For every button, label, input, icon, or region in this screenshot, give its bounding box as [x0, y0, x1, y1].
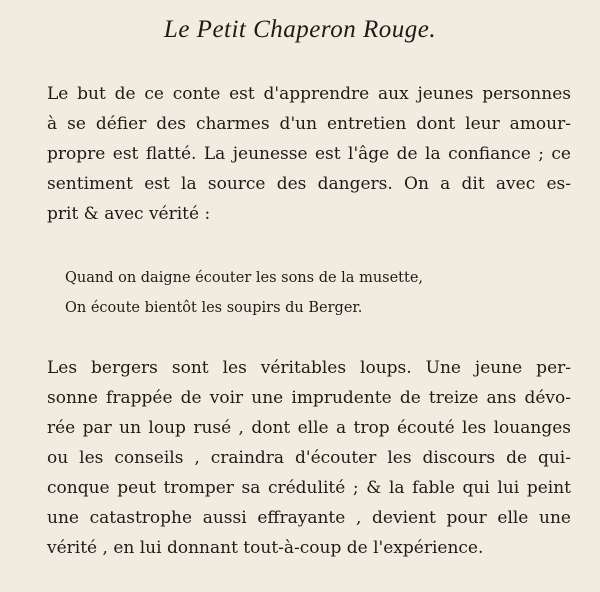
page-title: Le Petit Chaperon Rouge. [163, 16, 437, 43]
paragraph-line: sentiment est la source des dangers. On a dit avec es- [47, 174, 571, 194]
verse-line: On écoute bientôt les soupirs du Berger. [65, 300, 363, 316]
verse-line: Quand on daigne écouter les sons de la musette, [65, 270, 424, 286]
paragraph-line: une catastrophe aussi effrayante , devient pour elle une [47, 508, 571, 528]
paragraph-line: rée par un loup rusé , dont elle a trop écouté les louanges [47, 418, 571, 438]
paragraph-line: ou les conseils , craindra d'écouter les discours de qui- [47, 448, 571, 468]
paragraph-line: conque peut tromper sa crédulité ; & la fable qui lui peint [47, 478, 571, 498]
paragraph-line: à se défier des charmes d'un entretien dont leur amour- [47, 114, 571, 134]
paragraph-line: Le but de ce conte est d'apprendre aux jeunes personnes [47, 84, 571, 104]
paragraph-line: propre est flatté. La jeunesse est l'âge de la confiance ; ce [47, 144, 571, 164]
paragraph-line: prit & avec vérité : [47, 204, 211, 224]
paragraph-line: Les bergers sont les véritables loups. Une jeune per- [47, 358, 571, 378]
paragraph-line: vérité , en lui donnant tout-à-coup de l'expérience. [47, 538, 484, 558]
paragraph-line: sonne frappée de voir une imprudente de treize ans dévo- [47, 388, 571, 408]
